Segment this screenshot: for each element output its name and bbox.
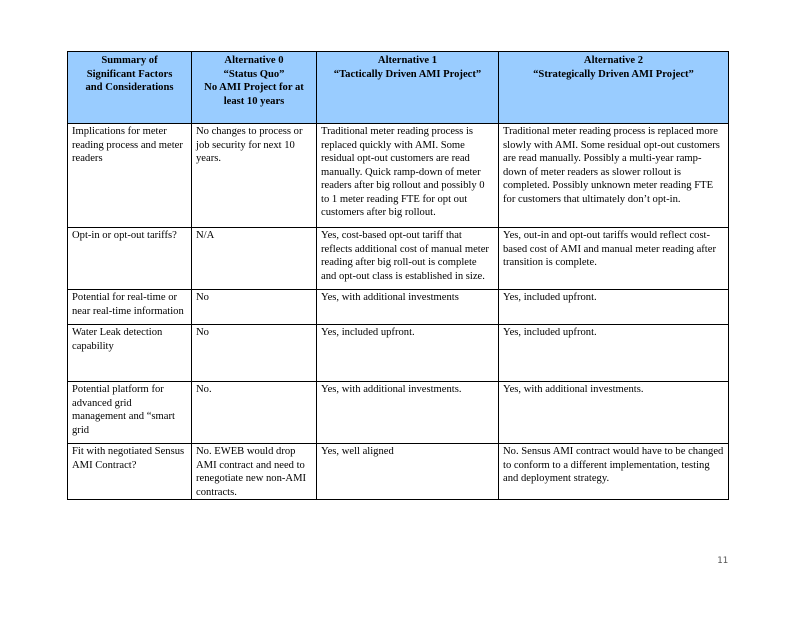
table-cell-alt2: Yes, with additional investments. [499, 382, 729, 444]
table-row-meter-reading [68, 124, 729, 228]
page-number: 11 [717, 556, 728, 566]
table-cell-alt1: Yes, cost-based opt-out tariff that reflects additional cost of manual meter reading after big roll-out is complete and opt-out class is established in size. [317, 228, 499, 290]
table-cell-alt1: Yes, with additional investments. [317, 382, 499, 444]
table-cell-alt0: No [192, 325, 317, 382]
table-cell-alt2: No. Sensus AMI contract would have to be changed to conform to a different implementation, testing and deployment strategy. [499, 444, 729, 500]
table-cell-alt1: Yes, with additional investments [317, 290, 499, 325]
table-row-tariffs [68, 228, 729, 290]
table-cell-factor: Fit with negotiated Sensus AMI Contract? [68, 444, 192, 500]
header-summary-factors: Summary of Significant Factors and Considerations [68, 52, 192, 124]
table-cell-factor: Opt-in or opt-out tariffs? [68, 228, 192, 290]
table-cell-factor: Potential for real-time or near real-time information [68, 290, 192, 325]
table-row-water-leak [68, 325, 729, 382]
table-cell-alt0: No. EWEB would drop AMI contract and need to renegotiate new non-AMI contracts. [192, 444, 317, 500]
table-cell-alt2: Yes, out-in and opt-out tariffs would reflect cost-based cost of AMI and manual meter reading after transition is complete. [499, 228, 729, 290]
table-row-smart-grid [68, 382, 729, 444]
table-header-row [68, 52, 729, 124]
table-cell-alt1: Yes, well aligned [317, 444, 499, 500]
table-cell-alt0: N/A [192, 228, 317, 290]
table-cell-factor: Implications for meter reading process and meter readers [68, 124, 192, 228]
alternatives-summary-table [67, 51, 729, 500]
table-cell-alt0: No. [192, 382, 317, 444]
table-cell-alt0: No [192, 290, 317, 325]
table-cell-alt1: Traditional meter reading process is replaced quickly with AMI. Some residual opt-out customers are read manually. Quick ramp-down of meter readers after big rollout and possibly 0 to 1 meter reading FTE for opt out customers after big rollout. [317, 124, 499, 228]
table-cell-alt1: Yes, included upfront. [317, 325, 499, 382]
header-alternative-2: Alternative 2 “Strategically Driven AMI Project” [499, 52, 729, 124]
table-cell-alt2: Yes, included upfront. [499, 290, 729, 325]
table-cell-alt0: No changes to process or job security for next 10 years. [192, 124, 317, 228]
table-row-real-time-info [68, 290, 729, 325]
table-cell-alt2: Traditional meter reading process is replaced more slowly with AMI. Some residual opt-out customers are read manually. Possibly a multi-year ramp-down of meter readers as slower rollout is completed. Possibly unknown meter reading FTE for customers that ultimately don’t opt-in. [499, 124, 729, 228]
table-cell-factor: Water Leak detection capability [68, 325, 192, 382]
table-cell-alt2: Yes, included upfront. [499, 325, 729, 382]
table-row-sensus-contract [68, 444, 729, 500]
header-alternative-1: Alternative 1 “Tactically Driven AMI Project” [317, 52, 499, 124]
header-alternative-0: Alternative 0 “Status Quo” No AMI Project for at least 10 years [192, 52, 317, 124]
table-cell-factor: Potential platform for advanced grid management and “smart grid [68, 382, 192, 444]
